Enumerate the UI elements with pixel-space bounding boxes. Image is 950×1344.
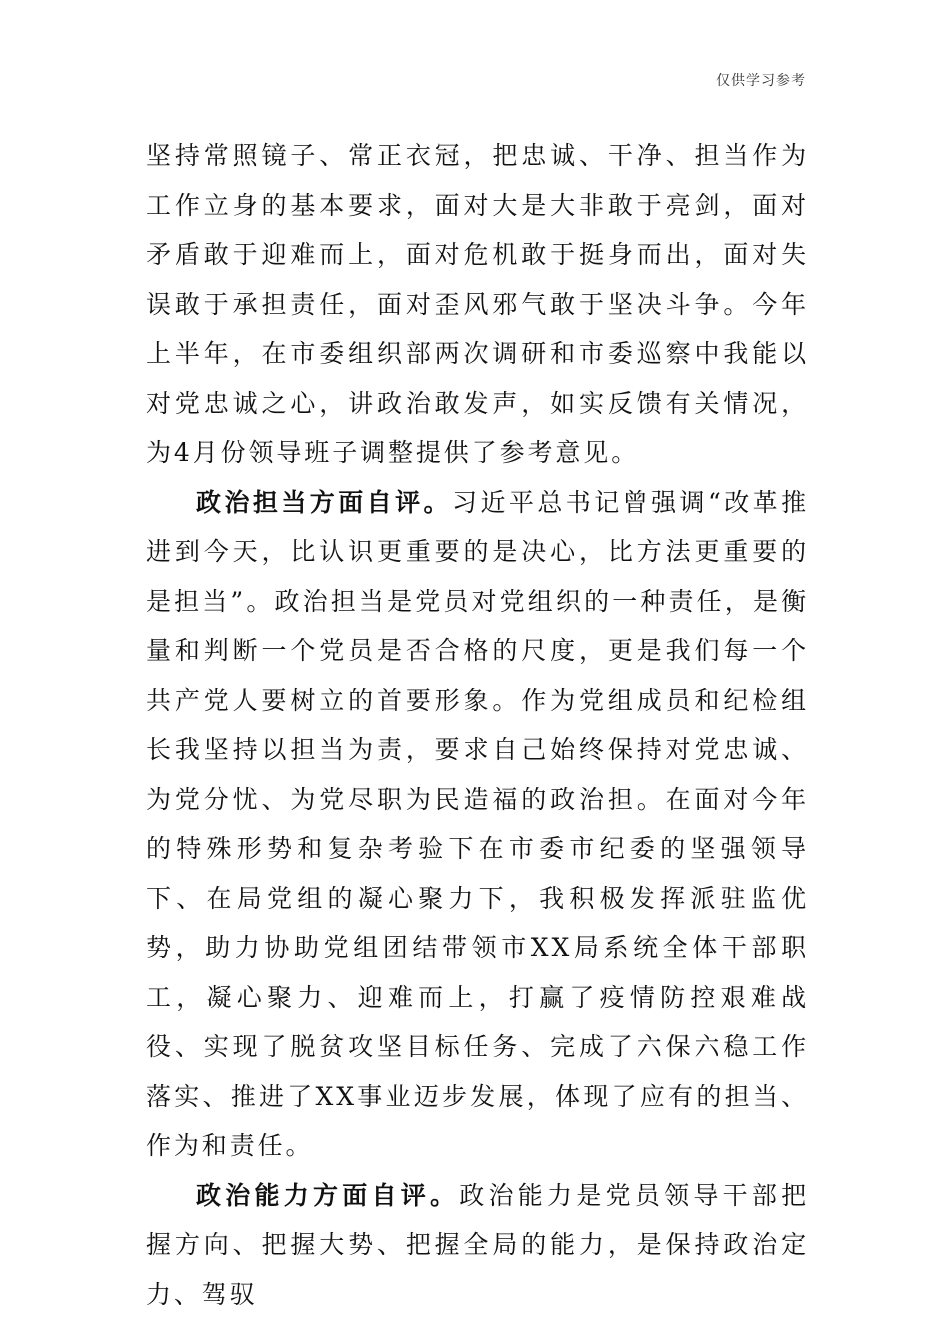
paragraph-text: 政治能力是党员领导干部把握方向、把握大势、把握全局的能力，是保持政治定力、驾驭 [146, 1180, 809, 1309]
paragraph-heading: 政治担当方面自评。 [196, 487, 452, 517]
paragraph-heading: 政治能力方面自评。 [196, 1180, 460, 1210]
paragraph-text: 习近平总书记曾强调“改革推进到今天，比认识更重要的是决心，比方法更重要的是担当”。政治担当是党员对党组织的一种责任，是衡量和判断一个党员是否合格的尺度，更是我们每一个共产党人要树立的首要形象。作为党组成员和纪检组长我坚持以担当为责，要求自己始终保持对党忠诚、为党分忧、为党尽职为民造福的政治担。在面对今年的特殊形势和复杂考验下在市委市纪委的坚强领导下、在局党组的凝心聚力下，我积极发挥派驻监优势，助力协助党组团结带领市XX局系统全体干部职工，凝心聚力、迎难而上，打赢了疫情防控艰难战役、实现了脱贫攻坚目标任务、完成了六保六稳工作落实、推进了XX事业迈步发展，体现了应有的担当、作为和责任。 [146, 487, 809, 1160]
document-body [146, 131, 809, 1319]
paragraph-continuation [146, 131, 809, 478]
paragraph-political-ability [146, 1171, 809, 1320]
paragraph-political-responsibility [146, 478, 809, 1171]
header-note: 仅供学习参考 [716, 73, 806, 89]
paragraph-text: 坚持常照镜子、常正衣冠，把忠诚、干净、担当作为工作立身的基本要求，面对大是大非敢于亮剑，面对矛盾敢于迎难而上，面对危机敢于挺身而出，面对失误敢于承担责任，面对歪风邪气敢于坚决斗争。今年上半年，在市委组织部两次调研和市委巡察中我能以对党忠诚之心，讲政治敢发声，如实反馈有关情况，为4月份领导班子调整提供了参考意见。 [146, 141, 809, 467]
